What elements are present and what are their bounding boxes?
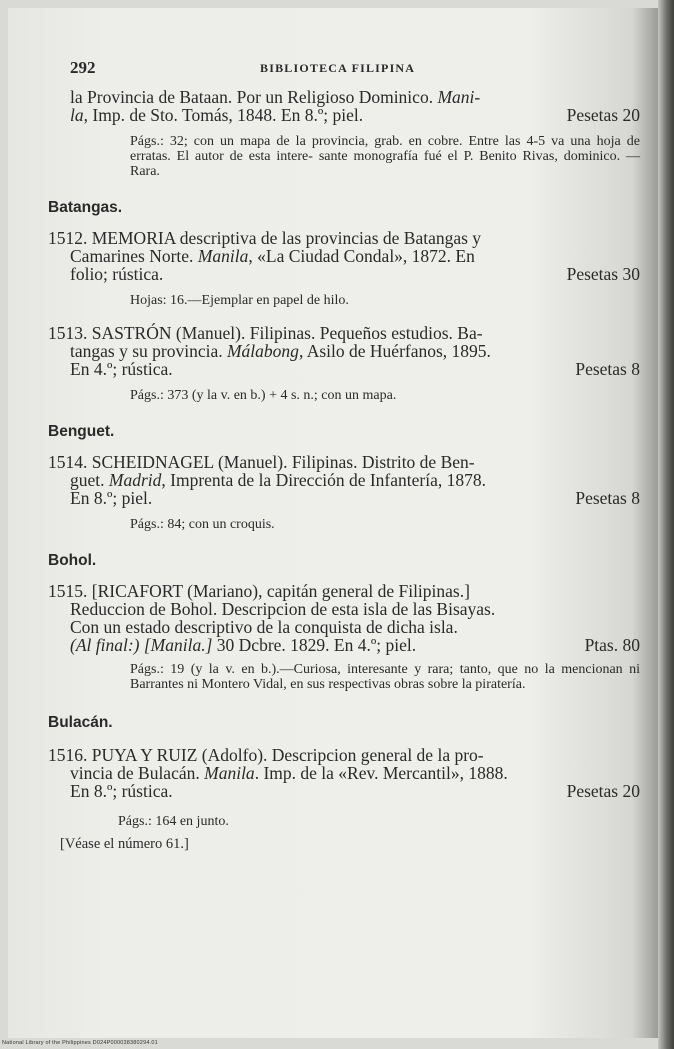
entry-1515: 1515. [RICAFORT (Mariano), capitán general de Filipinas.] Reduccion de Bohol. Descripcion de esta isla de las Bisayas. Con un estado descriptivo de la conquista de dicha isla. (Al final:) [Manila.] 30 Dcbre. 1829. En 4.º; piel. Ptas. 80 (48, 581, 640, 655)
entry-note: Hojas: 16.—Ejemplar en papel de hilo. (130, 293, 349, 308)
entry-note: Págs.: 164 en junto. (118, 814, 229, 829)
entry-note: Págs.: 373 (y la v. en b.) + 4 s. n.; con un mapa. (130, 388, 397, 403)
entry-note: Págs.: 32; con un mapa de la provincia, grab. en cobre. Entre las 4-5 va una hoja de erratas. El autor de esta intere- sante monografía fué el P. Benito Rivas, dominico. — Rara. (130, 134, 640, 179)
book-spine-shadow (658, 0, 674, 1049)
entry-1512: 1512. MEMORIA descriptiva de las provincias de Batangas y Camarines Norte. Manila, «La Ciudad Condal», 1872. En folio; rústica. Pesetas 30 (48, 228, 640, 284)
price: Pesetas 8 (575, 488, 640, 508)
price: Pesetas 30 (566, 264, 640, 284)
section-heading-bulacan: Bulacán. (48, 714, 113, 731)
price: Pesetas 20 (566, 781, 640, 801)
section-heading-benguet: Benguet. (48, 423, 115, 440)
price: Pesetas 8 (575, 359, 640, 379)
entry-note: Págs.: 84; con un croquis. (130, 517, 275, 532)
entry-1513: 1513. SASTRÓN (Manuel). Filipinas. Pequeños estudios. Ba- tangas y su provincia. Málabong, Asilo de Huérfanos, 1895. En 4.º; rústica. Pesetas 8 (48, 323, 640, 379)
page-header (70, 58, 640, 82)
entry-1514: 1514. SCHEIDNAGEL (Manuel). Filipinas. Distrito de Ben- guet. Madrid, Imprenta de la Dirección de Infantería, 1878. En 8.º; piel. Pesetas 8 (48, 452, 640, 508)
entry-1516: 1516. PUYA Y RUIZ (Adolfo). Descripcion general de la pro- vincia de Bulacán. Manila. Imp. de la «Rev. Mercantil», 1888. En 8.º; rústica. Pesetas 20 (48, 745, 640, 801)
price: Pesetas 20 (566, 105, 640, 125)
entry-note: Págs.: 19 (y la v. en b.).—Curiosa, interesante y rara; tanto, que no la mencionan ni Barrantes ni Montero Vidal, en sus respectivas obras sobre la piratería. (130, 662, 640, 692)
cross-reference: [Véase el número 61.] (60, 836, 189, 852)
scan-footer: National Library of the Philippines D024P000038380294.01 (2, 1040, 158, 1046)
page-number: 292 (70, 58, 96, 77)
section-heading-batangas: Batangas. (48, 199, 123, 216)
section-heading-bohol: Bohol. (48, 552, 97, 569)
page-body (48, 88, 648, 852)
running-head: BIBLIOTECA FILIPINA (260, 61, 416, 75)
price: Ptas. 80 (584, 635, 640, 655)
entry-continuation: la Provincia de Bataan. Por un Religioso Dominico. Mani- la, Imp. de Sto. Tomás, 1848. En 8.º; piel. Pesetas 20 (70, 87, 640, 125)
